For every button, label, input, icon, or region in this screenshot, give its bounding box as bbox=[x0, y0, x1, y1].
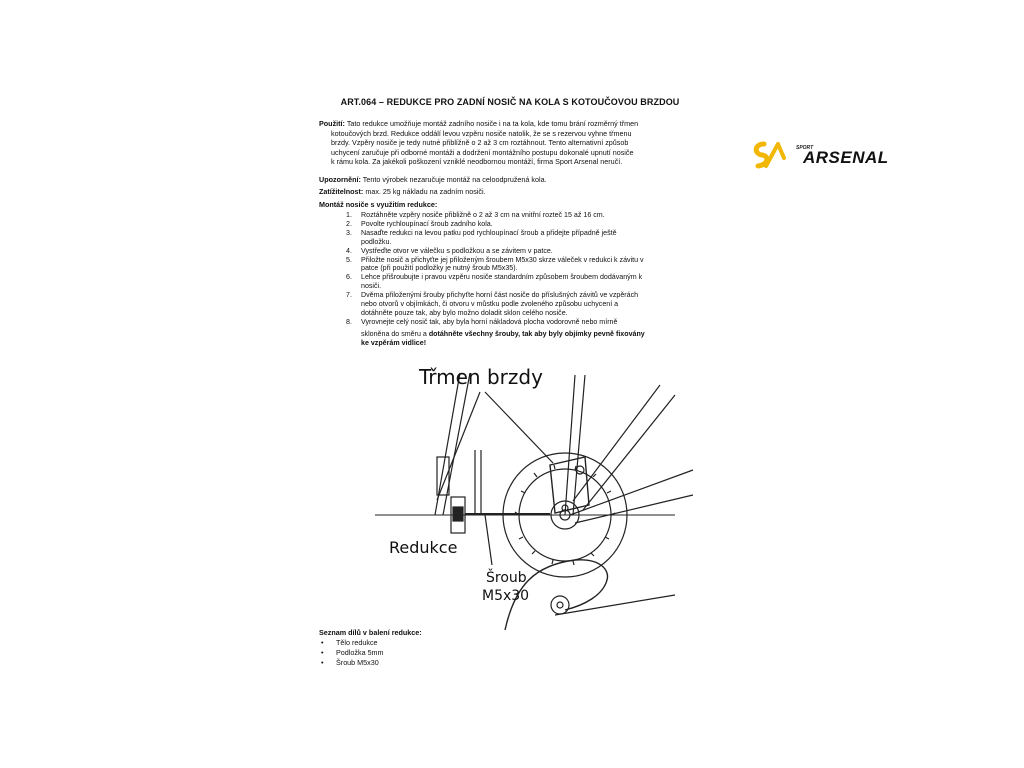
step-item: 5. Přiložte nosič a přichyťte jej přiloženým šroubem M5x30 skrze váleček v redukci k závitu v patce (při použití podložky je nutný šroub M5x35). bbox=[346, 255, 644, 273]
step8-bold: dotáhněte všechny šrouby, tak aby byly objímky pevně fixovány bbox=[428, 329, 645, 338]
usage-line: uchycení zaručuje při odborné montáži a dodržení montážního postupu dokonalé upnutí nosiče bbox=[331, 147, 634, 157]
usage-line: k rámu kola. Za jakékoli poškození vzniklé neodbornou montáží, firma Sport Arsenal neručí. bbox=[331, 157, 623, 167]
step-item: 8. Vyrovnejte celý nosič tak, aby byla horní nákladová plocha vodorovně nebo mírně skloněna do směru a dotáhněte všechny šrouby, tak aby byly objímky pevně fixovány ke vzpěrám vidlice! bbox=[319, 318, 701, 348]
document-title: ART.064 – REDUKCE PRO ZADNÍ NOSIČ NA KOLA S KOTOUČOVOU BRZDOU bbox=[340, 97, 680, 107]
parts-list bbox=[319, 638, 384, 668]
warning-text: Tento výrobek nezaručuje montáž na celoodpružená kola. bbox=[362, 175, 547, 184]
usage-paragraph bbox=[319, 119, 699, 167]
mount-steps-list bbox=[319, 211, 701, 348]
step-item: 2. Povolte rychloupínací šroub zadního kola. bbox=[346, 219, 493, 228]
load-text: max. 25 kg nákladu na zadním nosiči. bbox=[365, 187, 486, 196]
usage-line: kotoučových brzd. Redukce oddálí levou vzpěru nosiče natolik, že se s rezervou vyhne třmenu bbox=[331, 128, 632, 138]
usage-line: Tato redukce umožňuje montáž zadního nosiče i na ta kola, kde tomu brání rozměrný třmen bbox=[346, 119, 639, 128]
bolt-size-label: M5x30 bbox=[482, 588, 530, 604]
warning-label: Upozornění: bbox=[319, 175, 361, 184]
warning-paragraph bbox=[319, 175, 699, 185]
caliper-label: Třmen brzdy bbox=[419, 365, 543, 389]
logo-name-text: ARSENAL bbox=[803, 148, 889, 167]
bike-rack-diagram bbox=[375, 365, 695, 630]
usage-line: brzdy. Vzpěry nosiče je tedy nutné přiblížně o 2 až 3 cm roztáhnout. Tento alternativní způsob bbox=[331, 138, 629, 148]
parts-title: Seznam dílů v balení redukce: bbox=[319, 628, 422, 637]
step-item: 6. Lehce přišroubujte i pravou vzpěru nosiče standardním způsobem šroubem dodávaným k nosiči. bbox=[346, 273, 643, 291]
step-item: 3. Nasaďte redukci na levou patku pod rychloupínací šroub a přidejte případně ještě podložku. bbox=[346, 228, 617, 246]
parts-item: • Tělo redukce bbox=[319, 638, 384, 648]
step-item: 1. Roztáhněte vzpěry nosiče přibližně o 2 až 3 cm na vnitřní rozteč 15 až 16 cm. bbox=[346, 211, 605, 219]
bolt-label: Šroub bbox=[486, 570, 527, 586]
step8-plain: skloněna do směru a bbox=[361, 329, 429, 338]
step-item: 4. Vystřeďte otvor ve válečku s podložkou a se závitem v patce. bbox=[346, 246, 553, 255]
parts-item: • Šroub M5x30 bbox=[319, 658, 384, 668]
parts-item: • Podložka 5mm bbox=[319, 648, 384, 658]
reducer-label: Redukce bbox=[389, 538, 458, 557]
step-item: 7. Dvěma přiloženými šrouby přichyťte horní část nosiče do příslušných závitů ve vzpěrách nebo otvorů v objímkách, či otvoru v můstku podle zvoleného způsobu uchycení a dotáhněte pouze tak, aby bylo možno doladit sklon celého nosiče. bbox=[346, 291, 639, 317]
usage-label: Použití: bbox=[319, 119, 345, 128]
step8-bold-end: ke vzpěrám vidlice! bbox=[361, 338, 427, 347]
mount-title: Montáž nosiče s využitím redukce: bbox=[319, 200, 438, 209]
logo-sport-text: SPORT bbox=[796, 145, 814, 151]
load-paragraph bbox=[319, 187, 699, 197]
load-label: Zatížitelnost: bbox=[319, 187, 364, 196]
